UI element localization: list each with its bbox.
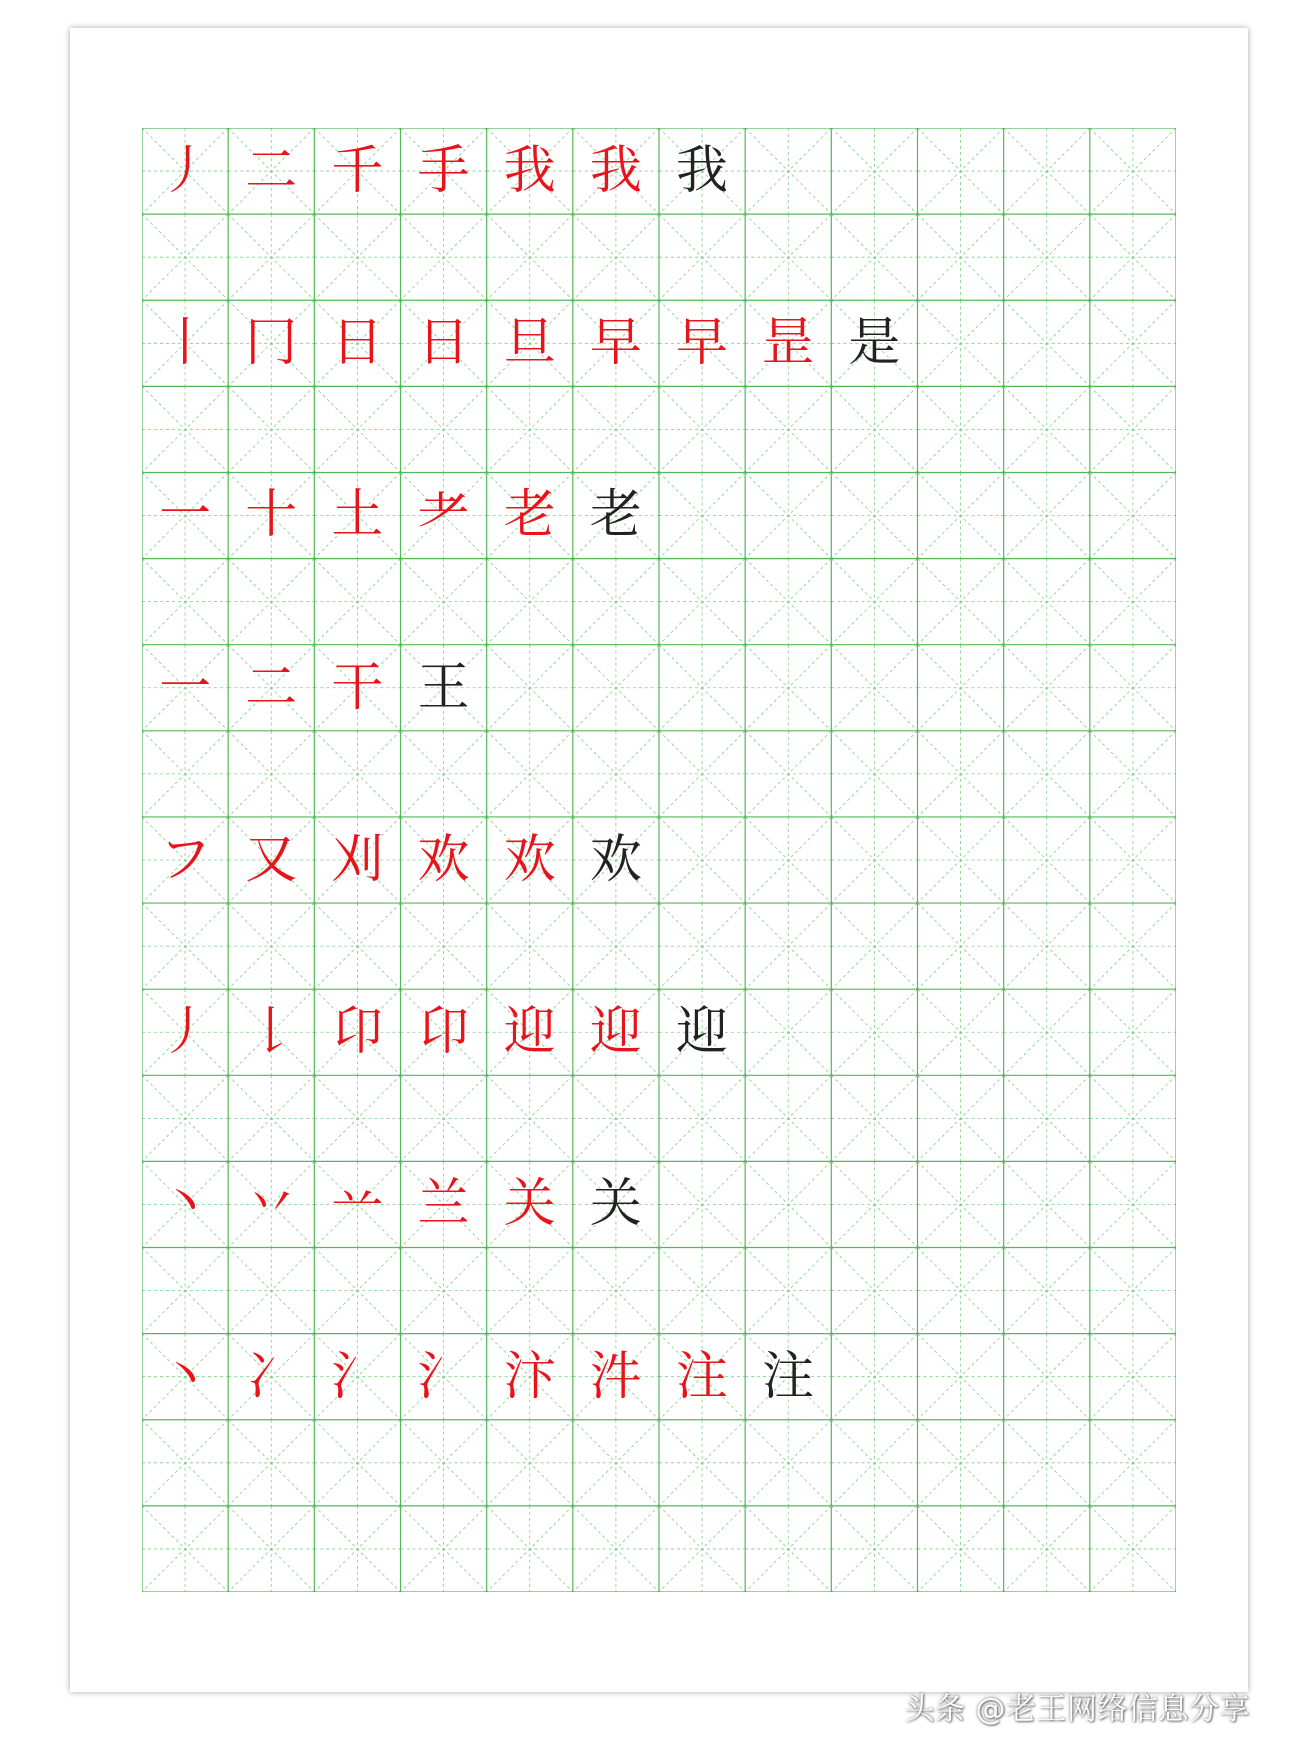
stroke-step: 䒑 xyxy=(331,1174,384,1235)
stroke-step: 汼 xyxy=(589,1346,642,1407)
stroke-step: 关 xyxy=(589,1174,642,1235)
stroke-step: 迎 xyxy=(589,1002,642,1063)
stroke-step: 氵 xyxy=(417,1346,470,1407)
stroke-step: 冂 xyxy=(245,313,298,374)
stroke-step: 是 xyxy=(848,313,901,374)
stroke-step: 千 xyxy=(331,141,384,201)
stroke-step: 注 xyxy=(676,1346,729,1407)
stroke-step: 丨 xyxy=(159,313,212,374)
stroke-step: 十 xyxy=(245,485,298,546)
stroke-step: 迎 xyxy=(676,1002,729,1063)
stroke-step: 欢 xyxy=(589,829,642,890)
stroke-step: 手 xyxy=(417,141,470,201)
stroke-step: 土 xyxy=(331,485,384,546)
practice-row-欢 xyxy=(142,817,1176,903)
stroke-step: 卬 xyxy=(417,1002,470,1063)
stroke-step: 早 xyxy=(589,313,642,374)
practice-row-王 xyxy=(142,645,1176,731)
practice-row-是 xyxy=(142,300,1176,386)
stroke-step: 𠄌 xyxy=(245,1002,298,1063)
stroke-step: 老 xyxy=(589,485,642,546)
practice-row-迎 xyxy=(142,989,1176,1075)
stroke-step: 关 xyxy=(503,1174,556,1235)
stroke-step: 二 xyxy=(245,141,298,201)
stroke-step: 我 xyxy=(589,141,642,201)
stroke-step: 一 xyxy=(159,485,212,546)
stroke-step: 迎 xyxy=(503,1002,556,1063)
stroke-step: 丿 xyxy=(159,1002,212,1063)
stroke-step: 早 xyxy=(676,313,729,374)
stroke-step: 我 xyxy=(503,141,556,201)
stroke-step: 欢 xyxy=(417,829,470,890)
stroke-step: 昰 xyxy=(762,313,815,374)
stroke-step: 耂 xyxy=(417,485,470,546)
stroke-step: 注 xyxy=(762,1346,815,1407)
stroke-step: 兰 xyxy=(417,1174,470,1235)
stroke-step: 丷 xyxy=(245,1174,298,1235)
stroke-step: 冫 xyxy=(245,1346,298,1407)
stroke-step: 丶 xyxy=(159,1346,212,1407)
stroke-step: 一 xyxy=(159,657,212,718)
stroke-step: 老 xyxy=(503,485,556,546)
stroke-step: 又 xyxy=(245,829,298,890)
stroke-step: 汴 xyxy=(503,1346,556,1407)
stroke-order-rows xyxy=(142,128,1176,1592)
watermark: 头条 @老王网络信息分享 xyxy=(904,1692,1250,1727)
stroke-step: 我 xyxy=(676,141,729,201)
stroke-step: 干 xyxy=(331,657,384,718)
stroke-step: 二 xyxy=(245,657,298,718)
stroke-step: 刈 xyxy=(331,829,384,890)
stroke-step: フ xyxy=(159,829,212,890)
practice-row-老 xyxy=(142,472,1176,558)
stroke-step: 丶 xyxy=(159,1174,212,1235)
stroke-step: 氵 xyxy=(331,1346,384,1407)
stroke-step: 欢 xyxy=(503,829,556,890)
stroke-step: 卬 xyxy=(331,1002,384,1063)
practice-row-注 xyxy=(142,1334,1176,1420)
stroke-step: 旦 xyxy=(503,313,556,374)
stroke-step: 王 xyxy=(417,657,470,718)
stroke-step: 丿 xyxy=(159,141,212,201)
stroke-step: 日 xyxy=(331,313,384,374)
practice-row-关 xyxy=(142,1161,1176,1247)
practice-row-我 xyxy=(142,128,1176,214)
stroke-step: 日 xyxy=(417,313,470,374)
